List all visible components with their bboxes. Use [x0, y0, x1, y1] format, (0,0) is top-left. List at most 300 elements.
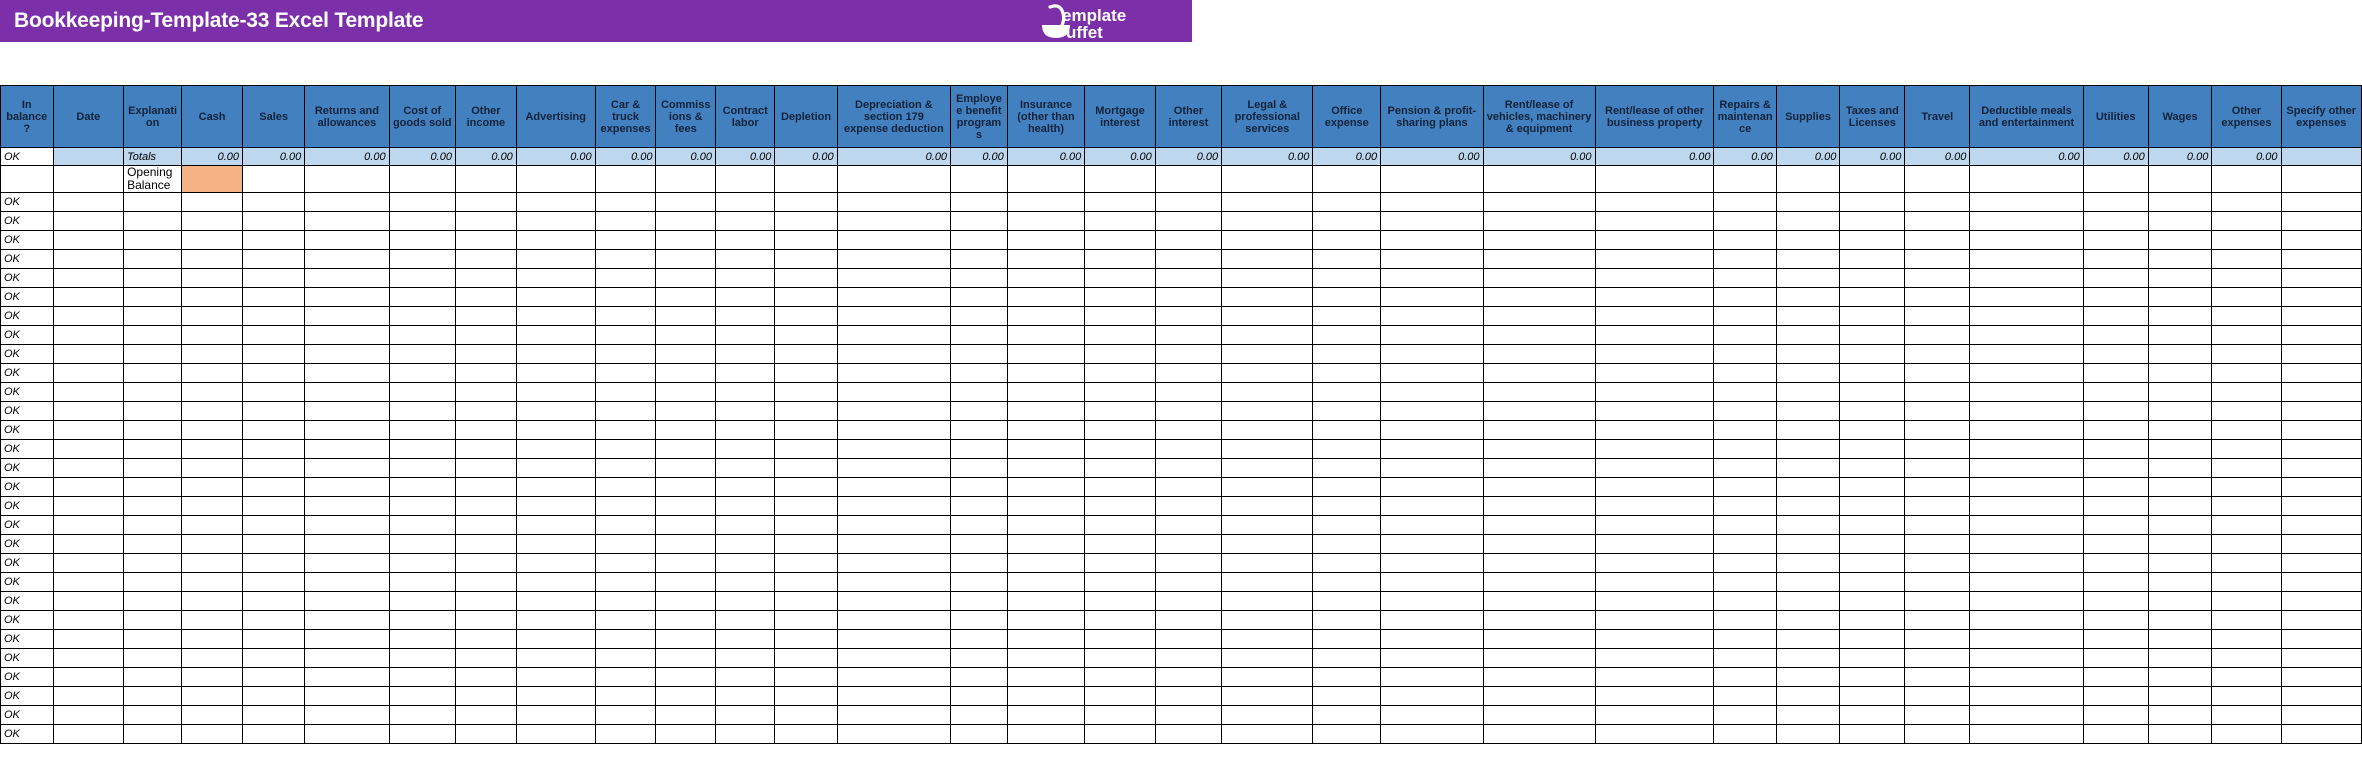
row-cell-sales[interactable]	[243, 440, 305, 459]
row-cell-legal-professional-services[interactable]	[1222, 573, 1313, 592]
row-cell-rent-lease-of-other-business-property[interactable]	[1595, 630, 1714, 649]
row-cell-insurance-other-than-health[interactable]	[1007, 383, 1084, 402]
row-in-balance-cell[interactable]: OK	[1, 725, 54, 744]
row-cell-specify-other-expenses[interactable]	[2281, 573, 2362, 592]
row-cell-commissions-fees[interactable]	[656, 421, 715, 440]
row-cell-employee-benefit-programs[interactable]	[951, 497, 1008, 516]
row-cell-legal-professional-services[interactable]	[1222, 345, 1313, 364]
column-header-other-interest[interactable]: Other interest	[1155, 86, 1221, 148]
row-cell-other-income[interactable]	[455, 250, 516, 269]
row-cell-contract-labor[interactable]	[715, 421, 774, 440]
row-cell-other-expenses[interactable]	[2212, 535, 2281, 554]
row-cell-returns-and-allowances[interactable]	[305, 193, 389, 212]
row-cell-rent-lease-of-vehicles-machinery-equipment[interactable]	[1483, 478, 1595, 497]
row-cell-other-income[interactable]	[455, 649, 516, 668]
row-cell-other-interest[interactable]	[1155, 535, 1221, 554]
row-cell-office-expense[interactable]	[1313, 649, 1381, 668]
totals-value-returns-and-allowances[interactable]: 0.00	[305, 148, 389, 166]
row-cell-taxes-and-licenses[interactable]	[1840, 478, 1905, 497]
row-cell-utilities[interactable]	[2083, 516, 2148, 535]
row-cell-other-interest[interactable]	[1155, 706, 1221, 725]
row-cell-other-expenses[interactable]	[2212, 478, 2281, 497]
row-cell-pension-profit-sharing-plans[interactable]	[1381, 326, 1483, 345]
row-cell-travel[interactable]	[1905, 250, 1970, 269]
row-cell-commissions-fees[interactable]	[656, 440, 715, 459]
row-cell-insurance-other-than-health[interactable]	[1007, 649, 1084, 668]
row-cell-returns-and-allowances[interactable]	[305, 649, 389, 668]
row-cell-car-truck-expenses[interactable]	[595, 440, 656, 459]
row-cell-advertising[interactable]	[516, 630, 595, 649]
row-cell-utilities[interactable]	[2083, 326, 2148, 345]
row-cell-repairs-maintenance[interactable]	[1714, 193, 1776, 212]
row-cell-wages[interactable]	[2148, 421, 2212, 440]
row-cell-other-expenses[interactable]	[2212, 725, 2281, 744]
row-cell-cash[interactable]	[182, 687, 243, 706]
row-cell-advertising[interactable]	[516, 269, 595, 288]
row-cell-wages[interactable]	[2148, 288, 2212, 307]
row-cell-utilities[interactable]	[2083, 706, 2148, 725]
row-cell-other-interest[interactable]	[1155, 307, 1221, 326]
row-cell-legal-professional-services[interactable]	[1222, 706, 1313, 725]
column-header-in-balance[interactable]: In balance?	[1, 86, 54, 148]
row-cell-supplies[interactable]	[1776, 668, 1840, 687]
row-cell-wages[interactable]	[2148, 630, 2212, 649]
row-cell-other-interest[interactable]	[1155, 611, 1221, 630]
row-cell-mortgage-interest[interactable]	[1085, 725, 1156, 744]
row-cell-pension-profit-sharing-plans[interactable]	[1381, 402, 1483, 421]
row-cell-wages[interactable]	[2148, 459, 2212, 478]
row-cell-office-expense[interactable]	[1313, 269, 1381, 288]
row-cell-rent-lease-of-other-business-property[interactable]	[1595, 402, 1714, 421]
row-cell-repairs-maintenance[interactable]	[1714, 630, 1776, 649]
row-cell-supplies[interactable]	[1776, 687, 1840, 706]
row-cell-car-truck-expenses[interactable]	[595, 706, 656, 725]
row-cell-date[interactable]	[53, 573, 124, 592]
row-cell-specify-other-expenses[interactable]	[2281, 364, 2362, 383]
row-cell-insurance-other-than-health[interactable]	[1007, 345, 1084, 364]
row-cell-car-truck-expenses[interactable]	[595, 687, 656, 706]
row-cell-contract-labor[interactable]	[715, 649, 774, 668]
row-cell-cash[interactable]	[182, 193, 243, 212]
row-cell-taxes-and-licenses[interactable]	[1840, 516, 1905, 535]
row-cell-repairs-maintenance[interactable]	[1714, 516, 1776, 535]
row-cell-returns-and-allowances[interactable]	[305, 611, 389, 630]
row-cell-deductible-meals-and-entertainment[interactable]	[1970, 592, 2083, 611]
row-cell-insurance-other-than-health[interactable]	[1007, 193, 1084, 212]
row-cell-office-expense[interactable]	[1313, 231, 1381, 250]
row-cell-date[interactable]	[53, 307, 124, 326]
row-cell-specify-other-expenses[interactable]	[2281, 307, 2362, 326]
opening-empty-cell[interactable]	[1776, 166, 1840, 193]
row-cell-depreciation-section-179-expense-deduction[interactable]	[837, 383, 950, 402]
row-cell-wages[interactable]	[2148, 668, 2212, 687]
row-cell-employee-benefit-programs[interactable]	[951, 307, 1008, 326]
row-cell-depreciation-section-179-expense-deduction[interactable]	[837, 364, 950, 383]
row-cell-travel[interactable]	[1905, 421, 1970, 440]
row-cell-wages[interactable]	[2148, 326, 2212, 345]
row-cell-cost-of-goods-sold[interactable]	[389, 554, 455, 573]
row-cell-contract-labor[interactable]	[715, 497, 774, 516]
row-cell-specify-other-expenses[interactable]	[2281, 269, 2362, 288]
row-cell-cost-of-goods-sold[interactable]	[389, 687, 455, 706]
row-cell-returns-and-allowances[interactable]	[305, 402, 389, 421]
row-cell-office-expense[interactable]	[1313, 535, 1381, 554]
row-cell-utilities[interactable]	[2083, 592, 2148, 611]
row-cell-advertising[interactable]	[516, 573, 595, 592]
row-cell-supplies[interactable]	[1776, 212, 1840, 231]
row-in-balance-cell[interactable]: OK	[1, 535, 54, 554]
row-cell-taxes-and-licenses[interactable]	[1840, 687, 1905, 706]
row-cell-insurance-other-than-health[interactable]	[1007, 440, 1084, 459]
row-cell-rent-lease-of-other-business-property[interactable]	[1595, 193, 1714, 212]
row-cell-other-interest[interactable]	[1155, 725, 1221, 744]
row-cell-explanation[interactable]	[124, 250, 182, 269]
row-cell-cash[interactable]	[182, 592, 243, 611]
row-cell-depreciation-section-179-expense-deduction[interactable]	[837, 687, 950, 706]
row-cell-deductible-meals-and-entertainment[interactable]	[1970, 345, 2083, 364]
column-header-repairs-maintenance[interactable]: Repairs & maintenance	[1714, 86, 1776, 148]
row-cell-other-income[interactable]	[455, 687, 516, 706]
row-cell-depletion[interactable]	[775, 364, 837, 383]
row-cell-taxes-and-licenses[interactable]	[1840, 649, 1905, 668]
row-cell-legal-professional-services[interactable]	[1222, 193, 1313, 212]
row-cell-repairs-maintenance[interactable]	[1714, 725, 1776, 744]
row-cell-taxes-and-licenses[interactable]	[1840, 326, 1905, 345]
row-cell-depreciation-section-179-expense-deduction[interactable]	[837, 326, 950, 345]
row-cell-travel[interactable]	[1905, 345, 1970, 364]
row-cell-depreciation-section-179-expense-deduction[interactable]	[837, 649, 950, 668]
row-cell-other-expenses[interactable]	[2212, 231, 2281, 250]
row-cell-explanation[interactable]	[124, 307, 182, 326]
row-cell-sales[interactable]	[243, 687, 305, 706]
row-cell-other-interest[interactable]	[1155, 383, 1221, 402]
row-cell-commissions-fees[interactable]	[656, 706, 715, 725]
row-cell-utilities[interactable]	[2083, 649, 2148, 668]
row-in-balance-cell[interactable]: OK	[1, 668, 54, 687]
row-cell-office-expense[interactable]	[1313, 440, 1381, 459]
row-cell-taxes-and-licenses[interactable]	[1840, 440, 1905, 459]
row-cell-explanation[interactable]	[124, 383, 182, 402]
row-cell-taxes-and-licenses[interactable]	[1840, 193, 1905, 212]
row-cell-sales[interactable]	[243, 326, 305, 345]
row-cell-deductible-meals-and-entertainment[interactable]	[1970, 478, 2083, 497]
row-cell-car-truck-expenses[interactable]	[595, 212, 656, 231]
row-cell-employee-benefit-programs[interactable]	[951, 725, 1008, 744]
row-cell-other-interest[interactable]	[1155, 326, 1221, 345]
opening-empty-cell[interactable]	[595, 166, 656, 193]
column-header-employee-benefit-programs[interactable]: Employee benefit programs	[951, 86, 1008, 148]
row-cell-taxes-and-licenses[interactable]	[1840, 535, 1905, 554]
row-cell-cash[interactable]	[182, 611, 243, 630]
row-cell-other-interest[interactable]	[1155, 288, 1221, 307]
row-cell-depreciation-section-179-expense-deduction[interactable]	[837, 345, 950, 364]
row-cell-mortgage-interest[interactable]	[1085, 364, 1156, 383]
row-cell-supplies[interactable]	[1776, 459, 1840, 478]
row-in-balance-cell[interactable]: OK	[1, 402, 54, 421]
row-cell-other-expenses[interactable]	[2212, 212, 2281, 231]
row-cell-car-truck-expenses[interactable]	[595, 402, 656, 421]
column-header-deductible-meals-and-entertainment[interactable]: Deductible meals and entertainment	[1970, 86, 2083, 148]
row-in-balance-cell[interactable]: OK	[1, 440, 54, 459]
row-cell-travel[interactable]	[1905, 440, 1970, 459]
row-cell-mortgage-interest[interactable]	[1085, 421, 1156, 440]
row-cell-car-truck-expenses[interactable]	[595, 592, 656, 611]
row-cell-sales[interactable]	[243, 421, 305, 440]
column-header-explanation[interactable]: Explanation	[124, 86, 182, 148]
row-cell-legal-professional-services[interactable]	[1222, 459, 1313, 478]
row-cell-rent-lease-of-other-business-property[interactable]	[1595, 611, 1714, 630]
row-cell-sales[interactable]	[243, 231, 305, 250]
row-cell-office-expense[interactable]	[1313, 288, 1381, 307]
column-header-date[interactable]: Date	[53, 86, 124, 148]
row-cell-depletion[interactable]	[775, 269, 837, 288]
row-cell-explanation[interactable]	[124, 345, 182, 364]
row-cell-legal-professional-services[interactable]	[1222, 535, 1313, 554]
row-cell-taxes-and-licenses[interactable]	[1840, 554, 1905, 573]
row-cell-sales[interactable]	[243, 383, 305, 402]
row-cell-date[interactable]	[53, 345, 124, 364]
row-cell-insurance-other-than-health[interactable]	[1007, 516, 1084, 535]
row-cell-taxes-and-licenses[interactable]	[1840, 364, 1905, 383]
row-cell-advertising[interactable]	[516, 402, 595, 421]
row-cell-contract-labor[interactable]	[715, 668, 774, 687]
row-cell-repairs-maintenance[interactable]	[1714, 535, 1776, 554]
row-cell-mortgage-interest[interactable]	[1085, 649, 1156, 668]
row-cell-commissions-fees[interactable]	[656, 231, 715, 250]
row-cell-contract-labor[interactable]	[715, 554, 774, 573]
row-cell-insurance-other-than-health[interactable]	[1007, 212, 1084, 231]
row-cell-other-expenses[interactable]	[2212, 611, 2281, 630]
row-cell-specify-other-expenses[interactable]	[2281, 478, 2362, 497]
row-cell-insurance-other-than-health[interactable]	[1007, 611, 1084, 630]
row-cell-legal-professional-services[interactable]	[1222, 516, 1313, 535]
row-cell-taxes-and-licenses[interactable]	[1840, 421, 1905, 440]
row-cell-repairs-maintenance[interactable]	[1714, 421, 1776, 440]
row-cell-rent-lease-of-other-business-property[interactable]	[1595, 554, 1714, 573]
row-cell-repairs-maintenance[interactable]	[1714, 250, 1776, 269]
row-cell-specify-other-expenses[interactable]	[2281, 345, 2362, 364]
row-cell-rent-lease-of-other-business-property[interactable]	[1595, 706, 1714, 725]
row-in-balance-cell[interactable]: OK	[1, 212, 54, 231]
row-cell-commissions-fees[interactable]	[656, 516, 715, 535]
row-cell-advertising[interactable]	[516, 478, 595, 497]
row-cell-mortgage-interest[interactable]	[1085, 573, 1156, 592]
row-cell-pension-profit-sharing-plans[interactable]	[1381, 668, 1483, 687]
totals-value-insurance-other-than-health[interactable]: 0.00	[1007, 148, 1084, 166]
row-cell-cost-of-goods-sold[interactable]	[389, 212, 455, 231]
row-cell-supplies[interactable]	[1776, 706, 1840, 725]
row-cell-deductible-meals-and-entertainment[interactable]	[1970, 212, 2083, 231]
row-cell-date[interactable]	[53, 440, 124, 459]
row-cell-explanation[interactable]	[124, 478, 182, 497]
row-cell-office-expense[interactable]	[1313, 307, 1381, 326]
row-cell-other-income[interactable]	[455, 725, 516, 744]
row-cell-advertising[interactable]	[516, 345, 595, 364]
row-cell-explanation[interactable]	[124, 326, 182, 345]
row-cell-supplies[interactable]	[1776, 649, 1840, 668]
row-cell-cash[interactable]	[182, 554, 243, 573]
row-cell-returns-and-allowances[interactable]	[305, 573, 389, 592]
totals-value-office-expense[interactable]: 0.00	[1313, 148, 1381, 166]
row-cell-depletion[interactable]	[775, 725, 837, 744]
row-cell-employee-benefit-programs[interactable]	[951, 649, 1008, 668]
column-header-legal-professional-services[interactable]: Legal & professional services	[1222, 86, 1313, 148]
row-cell-legal-professional-services[interactable]	[1222, 288, 1313, 307]
row-cell-rent-lease-of-other-business-property[interactable]	[1595, 497, 1714, 516]
row-in-balance-cell[interactable]: OK	[1, 250, 54, 269]
row-cell-utilities[interactable]	[2083, 554, 2148, 573]
totals-value-other-interest[interactable]: 0.00	[1155, 148, 1221, 166]
column-header-rent-lease-of-vehicles-machinery-equipment[interactable]: Rent/lease of vehicles, machinery & equipment	[1483, 86, 1595, 148]
row-cell-depletion[interactable]	[775, 630, 837, 649]
row-cell-insurance-other-than-health[interactable]	[1007, 535, 1084, 554]
totals-value-supplies[interactable]: 0.00	[1776, 148, 1840, 166]
row-cell-employee-benefit-programs[interactable]	[951, 440, 1008, 459]
row-cell-legal-professional-services[interactable]	[1222, 725, 1313, 744]
row-cell-contract-labor[interactable]	[715, 345, 774, 364]
row-cell-advertising[interactable]	[516, 668, 595, 687]
row-cell-deductible-meals-and-entertainment[interactable]	[1970, 573, 2083, 592]
row-cell-date[interactable]	[53, 497, 124, 516]
row-cell-cost-of-goods-sold[interactable]	[389, 649, 455, 668]
row-cell-pension-profit-sharing-plans[interactable]	[1381, 535, 1483, 554]
opening-date-cell[interactable]	[53, 166, 124, 193]
row-cell-specify-other-expenses[interactable]	[2281, 288, 2362, 307]
row-cell-other-interest[interactable]	[1155, 212, 1221, 231]
row-cell-explanation[interactable]	[124, 668, 182, 687]
row-cell-advertising[interactable]	[516, 649, 595, 668]
row-cell-supplies[interactable]	[1776, 573, 1840, 592]
row-cell-depletion[interactable]	[775, 193, 837, 212]
row-cell-wages[interactable]	[2148, 573, 2212, 592]
opening-empty-cell[interactable]	[1313, 166, 1381, 193]
column-header-office-expense[interactable]: Office expense	[1313, 86, 1381, 148]
row-cell-mortgage-interest[interactable]	[1085, 611, 1156, 630]
row-cell-contract-labor[interactable]	[715, 402, 774, 421]
row-cell-other-income[interactable]	[455, 706, 516, 725]
row-cell-rent-lease-of-other-business-property[interactable]	[1595, 326, 1714, 345]
row-cell-cost-of-goods-sold[interactable]	[389, 516, 455, 535]
row-cell-legal-professional-services[interactable]	[1222, 326, 1313, 345]
row-cell-other-income[interactable]	[455, 535, 516, 554]
row-cell-explanation[interactable]	[124, 516, 182, 535]
row-cell-explanation[interactable]	[124, 649, 182, 668]
row-cell-specify-other-expenses[interactable]	[2281, 649, 2362, 668]
row-cell-car-truck-expenses[interactable]	[595, 288, 656, 307]
row-cell-returns-and-allowances[interactable]	[305, 440, 389, 459]
row-cell-cost-of-goods-sold[interactable]	[389, 440, 455, 459]
row-cell-sales[interactable]	[243, 250, 305, 269]
row-cell-deductible-meals-and-entertainment[interactable]	[1970, 668, 2083, 687]
row-cell-mortgage-interest[interactable]	[1085, 668, 1156, 687]
row-cell-depreciation-section-179-expense-deduction[interactable]	[837, 554, 950, 573]
row-cell-explanation[interactable]	[124, 440, 182, 459]
totals-value-depreciation-section-179-expense-deduction[interactable]: 0.00	[837, 148, 950, 166]
row-cell-deductible-meals-and-entertainment[interactable]	[1970, 630, 2083, 649]
row-cell-depreciation-section-179-expense-deduction[interactable]	[837, 421, 950, 440]
row-cell-taxes-and-licenses[interactable]	[1840, 592, 1905, 611]
row-cell-other-expenses[interactable]	[2212, 269, 2281, 288]
row-cell-travel[interactable]	[1905, 459, 1970, 478]
opening-empty-cell[interactable]	[1595, 166, 1714, 193]
row-cell-legal-professional-services[interactable]	[1222, 630, 1313, 649]
row-cell-contract-labor[interactable]	[715, 706, 774, 725]
row-cell-supplies[interactable]	[1776, 307, 1840, 326]
opening-empty-cell[interactable]	[2212, 166, 2281, 193]
row-cell-specify-other-expenses[interactable]	[2281, 212, 2362, 231]
row-cell-deductible-meals-and-entertainment[interactable]	[1970, 440, 2083, 459]
row-cell-car-truck-expenses[interactable]	[595, 725, 656, 744]
row-cell-other-interest[interactable]	[1155, 630, 1221, 649]
row-cell-pension-profit-sharing-plans[interactable]	[1381, 554, 1483, 573]
row-cell-depletion[interactable]	[775, 421, 837, 440]
row-cell-deductible-meals-and-entertainment[interactable]	[1970, 326, 2083, 345]
row-cell-cash[interactable]	[182, 212, 243, 231]
row-cell-supplies[interactable]	[1776, 497, 1840, 516]
row-cell-supplies[interactable]	[1776, 592, 1840, 611]
row-cell-other-expenses[interactable]	[2212, 630, 2281, 649]
row-cell-contract-labor[interactable]	[715, 193, 774, 212]
row-cell-cash[interactable]	[182, 345, 243, 364]
row-cell-sales[interactable]	[243, 193, 305, 212]
row-cell-commissions-fees[interactable]	[656, 611, 715, 630]
row-cell-deductible-meals-and-entertainment[interactable]	[1970, 554, 2083, 573]
row-cell-cost-of-goods-sold[interactable]	[389, 630, 455, 649]
row-cell-specify-other-expenses[interactable]	[2281, 706, 2362, 725]
row-cell-commissions-fees[interactable]	[656, 668, 715, 687]
row-cell-date[interactable]	[53, 649, 124, 668]
row-in-balance-cell[interactable]: OK	[1, 193, 54, 212]
row-cell-other-interest[interactable]	[1155, 573, 1221, 592]
row-cell-depreciation-section-179-expense-deduction[interactable]	[837, 212, 950, 231]
row-cell-other-income[interactable]	[455, 668, 516, 687]
opening-empty-cell[interactable]	[656, 166, 715, 193]
row-in-balance-cell[interactable]: OK	[1, 630, 54, 649]
row-cell-specify-other-expenses[interactable]	[2281, 668, 2362, 687]
totals-value-cash[interactable]: 0.00	[182, 148, 243, 166]
row-cell-depreciation-section-179-expense-deduction[interactable]	[837, 611, 950, 630]
row-cell-mortgage-interest[interactable]	[1085, 383, 1156, 402]
row-cell-other-expenses[interactable]	[2212, 516, 2281, 535]
row-cell-advertising[interactable]	[516, 421, 595, 440]
row-cell-deductible-meals-and-entertainment[interactable]	[1970, 497, 2083, 516]
row-cell-insurance-other-than-health[interactable]	[1007, 269, 1084, 288]
row-cell-supplies[interactable]	[1776, 554, 1840, 573]
row-cell-rent-lease-of-vehicles-machinery-equipment[interactable]	[1483, 326, 1595, 345]
row-cell-other-expenses[interactable]	[2212, 402, 2281, 421]
row-cell-explanation[interactable]	[124, 231, 182, 250]
row-cell-other-interest[interactable]	[1155, 478, 1221, 497]
totals-value-car-truck-expenses[interactable]: 0.00	[595, 148, 656, 166]
row-cell-cost-of-goods-sold[interactable]	[389, 706, 455, 725]
row-cell-depletion[interactable]	[775, 307, 837, 326]
row-cell-legal-professional-services[interactable]	[1222, 250, 1313, 269]
row-cell-specify-other-expenses[interactable]	[2281, 592, 2362, 611]
row-cell-mortgage-interest[interactable]	[1085, 250, 1156, 269]
row-cell-deductible-meals-and-entertainment[interactable]	[1970, 250, 2083, 269]
row-cell-cash[interactable]	[182, 725, 243, 744]
row-cell-explanation[interactable]	[124, 573, 182, 592]
row-cell-depletion[interactable]	[775, 326, 837, 345]
row-cell-other-interest[interactable]	[1155, 231, 1221, 250]
row-cell-office-expense[interactable]	[1313, 345, 1381, 364]
row-cell-rent-lease-of-other-business-property[interactable]	[1595, 269, 1714, 288]
row-cell-rent-lease-of-vehicles-machinery-equipment[interactable]	[1483, 516, 1595, 535]
row-cell-pension-profit-sharing-plans[interactable]	[1381, 193, 1483, 212]
row-cell-cost-of-goods-sold[interactable]	[389, 250, 455, 269]
row-cell-other-expenses[interactable]	[2212, 497, 2281, 516]
row-cell-insurance-other-than-health[interactable]	[1007, 402, 1084, 421]
